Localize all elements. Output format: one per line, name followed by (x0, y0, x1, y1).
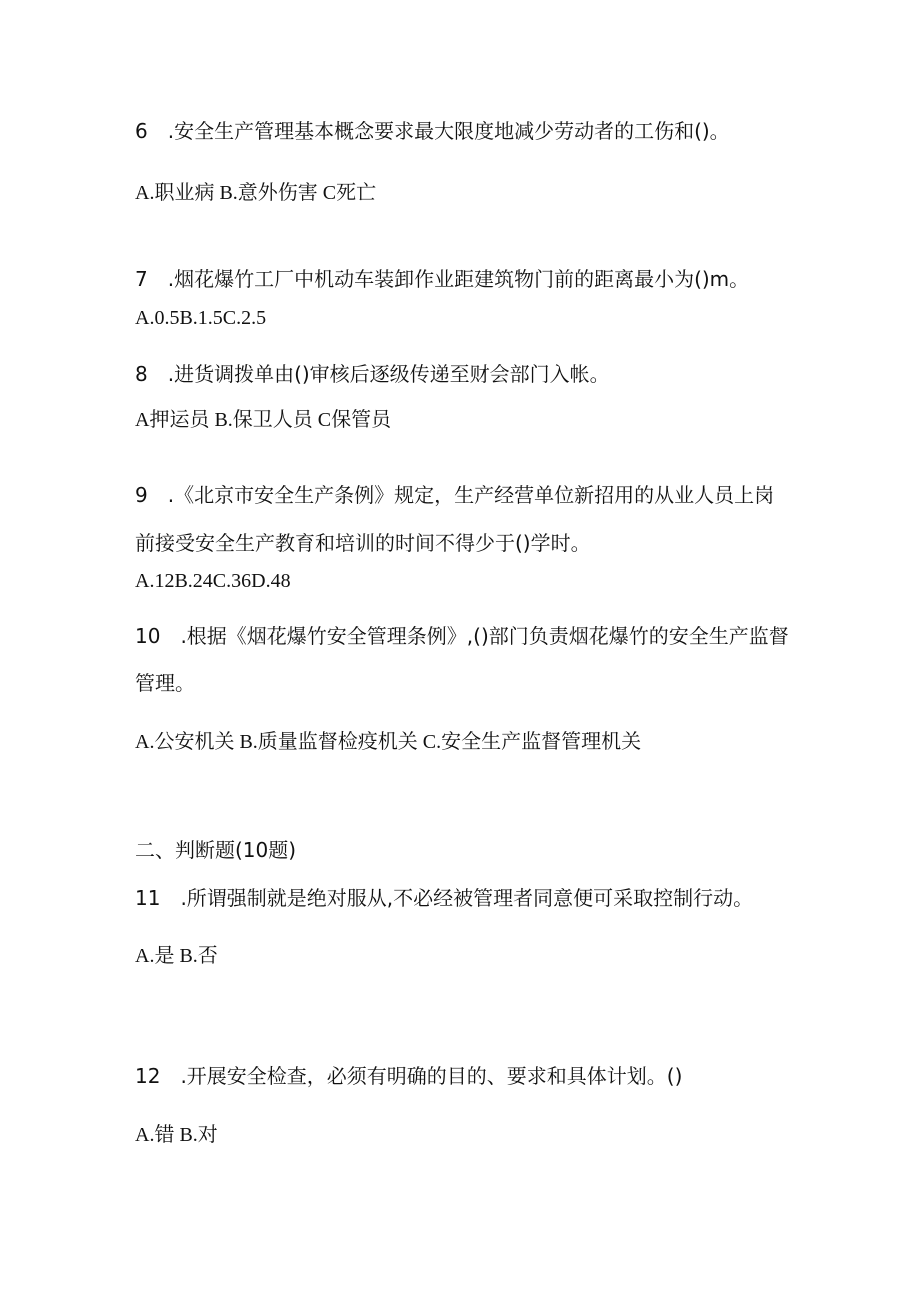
question-10-stem-line-1: 10 .根据《烟花爆竹安全管理条例》,()部门负责烟花爆竹的安全生产监督 (135, 624, 789, 648)
question-12-options: A.错 B.对 (135, 1124, 218, 1146)
question-7-options: A.0.5B.1.5C.2.5 (135, 307, 267, 329)
question-10-stem-line-2: 管理。 (135, 671, 195, 695)
question-6-options: A.职业病 B.意外伤害 C死亡 (135, 182, 377, 204)
question-9-stem-line-2: 前接受安全生产教育和培训的时间不得少于()学时。 (135, 531, 591, 555)
section-2-heading: 二、判断题(10题) (135, 838, 297, 862)
question-11-options: A.是 B.否 (135, 945, 218, 967)
question-7-stem: 7 .烟花爆竹工厂中机动车装卸作业距建筑物门前的距离最小为()m。 (135, 267, 750, 291)
question-9-options: A.12B.24C.36D.48 (135, 570, 291, 592)
question-8-stem: 8 .进货调拨单由()审核后逐级传递至财会部门入帐。 (135, 362, 610, 386)
question-11-stem: 11 .所谓强制就是绝对服从,不必经被管理者同意便可采取控制行动。 (135, 886, 754, 910)
question-12-stem: 12 .开展安全检查，必须有明确的目的、要求和具体计划。() (135, 1064, 683, 1088)
question-6-stem: 6 .安全生产管理基本概念要求最大限度地减少劳动者的工伤和()。 (135, 119, 730, 143)
question-8-options: A押运员 B.保卫人员 C保管员 (135, 409, 392, 431)
question-10-options: A.公安机关 B.质量监督检疫机关 C.安全生产监督管理机关 (135, 731, 642, 753)
question-9-stem-line-1: 9 .《北京市安全生产条例》规定，生产经营单位新招用的从业人员上岗 (135, 483, 775, 507)
